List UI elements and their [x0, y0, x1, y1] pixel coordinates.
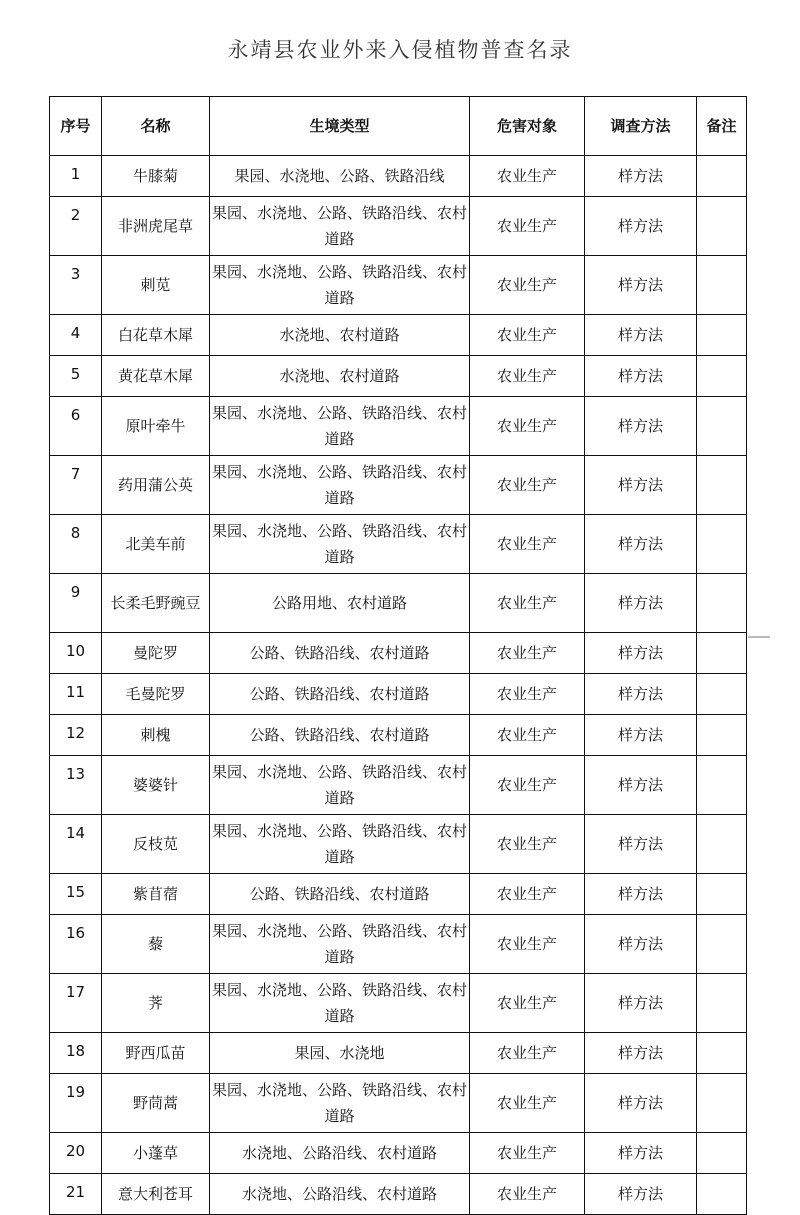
cell-target: 农业生产 [470, 356, 585, 397]
cell-method: 样方法 [585, 156, 697, 197]
cell-habitat: 果园、水浇地、公路、铁路沿线、农村道路 [210, 974, 470, 1033]
table-header-row [50, 97, 747, 156]
cell-name: 小蓬草 [102, 1133, 210, 1174]
table-row [50, 1174, 747, 1215]
table-row [50, 915, 747, 974]
cell-target: 农业生产 [470, 1133, 585, 1174]
cell-name: 白花草木犀 [102, 315, 210, 356]
cell-habitat: 公路、铁路沿线、农村道路 [210, 633, 470, 674]
cell-method: 样方法 [585, 1174, 697, 1215]
cell-remark [697, 1174, 747, 1215]
cell-no: 9 [50, 574, 102, 633]
cell-target: 农业生产 [470, 915, 585, 974]
cell-name: 野西瓜苗 [102, 1033, 210, 1074]
cell-remark [697, 1074, 747, 1133]
cell-habitat: 果园、水浇地、公路、铁路沿线、农村道路 [210, 756, 470, 815]
table-row [50, 315, 747, 356]
species-table [49, 96, 747, 1215]
cell-habitat: 果园、水浇地、公路、铁路沿线、农村道路 [210, 815, 470, 874]
cell-remark [697, 815, 747, 874]
cell-remark [697, 974, 747, 1033]
cell-remark [697, 633, 747, 674]
cell-name: 婆婆针 [102, 756, 210, 815]
cell-name: 原叶牵牛 [102, 397, 210, 456]
cell-name: 北美车前 [102, 515, 210, 574]
table-row [50, 1033, 747, 1074]
cell-method: 样方法 [585, 674, 697, 715]
table-row [50, 1133, 747, 1174]
cell-method: 样方法 [585, 633, 697, 674]
header-no: 序号 [50, 97, 102, 156]
cell-target: 农业生产 [470, 756, 585, 815]
cell-target: 农业生产 [470, 674, 585, 715]
cell-remark [697, 356, 747, 397]
table-row [50, 633, 747, 674]
cell-name: 长柔毛野豌豆 [102, 574, 210, 633]
table-row [50, 197, 747, 256]
cell-no: 21 [50, 1174, 102, 1215]
cell-name: 牛膝菊 [102, 156, 210, 197]
cell-method: 样方法 [585, 874, 697, 915]
cell-remark [697, 574, 747, 633]
cell-name: 药用蒲公英 [102, 456, 210, 515]
cell-remark [697, 315, 747, 356]
table-row [50, 515, 747, 574]
cell-method: 样方法 [585, 315, 697, 356]
cell-habitat: 水浇地、公路沿线、农村道路 [210, 1174, 470, 1215]
cell-name: 曼陀罗 [102, 633, 210, 674]
table-row [50, 756, 747, 815]
cell-method: 样方法 [585, 256, 697, 315]
page-title: 永靖县农业外来入侵植物普查名录 [227, 38, 573, 62]
cell-habitat: 水浇地、公路沿线、农村道路 [210, 1133, 470, 1174]
cell-no: 20 [50, 1133, 102, 1174]
cell-no: 1 [50, 156, 102, 197]
cell-method: 样方法 [585, 915, 697, 974]
table-row [50, 156, 747, 197]
cell-target: 农业生产 [470, 874, 585, 915]
cell-habitat: 果园、水浇地、公路、铁路沿线、农村道路 [210, 456, 470, 515]
cell-target: 农业生产 [470, 1174, 585, 1215]
header-habitat: 生境类型 [210, 97, 470, 156]
table-row [50, 574, 747, 633]
table-row [50, 815, 747, 874]
table-row [50, 715, 747, 756]
cell-target: 农业生产 [470, 315, 585, 356]
cell-name: 反枝苋 [102, 815, 210, 874]
cell-name: 藜 [102, 915, 210, 974]
cell-name: 刺槐 [102, 715, 210, 756]
cell-habitat: 公路、铁路沿线、农村道路 [210, 674, 470, 715]
cell-habitat: 果园、水浇地、公路、铁路沿线、农村道路 [210, 397, 470, 456]
cell-habitat: 果园、水浇地、公路、铁路沿线、农村道路 [210, 1074, 470, 1133]
table-row [50, 974, 747, 1033]
cell-method: 样方法 [585, 574, 697, 633]
cell-remark [697, 715, 747, 756]
cell-remark [697, 397, 747, 456]
cell-habitat: 水浇地、农村道路 [210, 315, 470, 356]
header-method: 调查方法 [585, 97, 697, 156]
cell-no: 19 [50, 1074, 102, 1133]
cell-no: 16 [50, 915, 102, 974]
cell-name: 毛曼陀罗 [102, 674, 210, 715]
cell-remark [697, 1033, 747, 1074]
cell-remark [697, 674, 747, 715]
cell-target: 农业生产 [470, 574, 585, 633]
cell-remark [697, 515, 747, 574]
cell-no: 11 [50, 674, 102, 715]
cell-remark [697, 874, 747, 915]
cell-name: 非洲虎尾草 [102, 197, 210, 256]
cell-method: 样方法 [585, 815, 697, 874]
cell-no: 4 [50, 315, 102, 356]
cell-habitat: 水浇地、农村道路 [210, 356, 470, 397]
cell-target: 农业生产 [470, 633, 585, 674]
cell-no: 12 [50, 715, 102, 756]
cell-habitat: 果园、水浇地、公路、铁路沿线 [210, 156, 470, 197]
cell-target: 农业生产 [470, 1074, 585, 1133]
cell-target: 农业生产 [470, 397, 585, 456]
cell-habitat: 公路、铁路沿线、农村道路 [210, 874, 470, 915]
cell-habitat: 果园、水浇地、公路、铁路沿线、农村道路 [210, 515, 470, 574]
cell-no: 3 [50, 256, 102, 315]
cell-no: 2 [50, 197, 102, 256]
edge-mark [748, 636, 770, 638]
cell-name: 野茼蒿 [102, 1074, 210, 1133]
cell-method: 样方法 [585, 397, 697, 456]
cell-name: 意大利苍耳 [102, 1174, 210, 1215]
cell-target: 农业生产 [470, 515, 585, 574]
cell-target: 农业生产 [470, 1033, 585, 1074]
cell-habitat: 果园、水浇地、公路、铁路沿线、农村道路 [210, 915, 470, 974]
cell-remark [697, 156, 747, 197]
cell-habitat: 果园、水浇地、公路、铁路沿线、农村道路 [210, 197, 470, 256]
cell-habitat: 果园、水浇地 [210, 1033, 470, 1074]
header-name: 名称 [102, 97, 210, 156]
cell-remark [697, 1133, 747, 1174]
table-row [50, 456, 747, 515]
cell-no: 18 [50, 1033, 102, 1074]
cell-target: 农业生产 [470, 197, 585, 256]
cell-method: 样方法 [585, 197, 697, 256]
table-row [50, 256, 747, 315]
cell-no: 15 [50, 874, 102, 915]
table-row [50, 674, 747, 715]
cell-remark [697, 756, 747, 815]
cell-habitat: 公路、铁路沿线、农村道路 [210, 715, 470, 756]
table-row [50, 1074, 747, 1133]
cell-target: 农业生产 [470, 715, 585, 756]
cell-remark [697, 915, 747, 974]
cell-method: 样方法 [585, 456, 697, 515]
cell-method: 样方法 [585, 1074, 697, 1133]
table-row [50, 397, 747, 456]
cell-method: 样方法 [585, 715, 697, 756]
cell-remark [697, 197, 747, 256]
cell-target: 农业生产 [470, 156, 585, 197]
cell-target: 农业生产 [470, 456, 585, 515]
cell-remark [697, 456, 747, 515]
cell-no: 17 [50, 974, 102, 1033]
cell-name: 刺苋 [102, 256, 210, 315]
cell-method: 样方法 [585, 515, 697, 574]
cell-name: 荠 [102, 974, 210, 1033]
cell-no: 10 [50, 633, 102, 674]
cell-no: 8 [50, 515, 102, 574]
cell-name: 紫苜蓿 [102, 874, 210, 915]
header-target: 危害对象 [470, 97, 585, 156]
cell-method: 样方法 [585, 1033, 697, 1074]
cell-method: 样方法 [585, 1133, 697, 1174]
cell-method: 样方法 [585, 356, 697, 397]
cell-no: 6 [50, 397, 102, 456]
cell-remark [697, 256, 747, 315]
cell-no: 7 [50, 456, 102, 515]
table-row [50, 874, 747, 915]
header-remark: 备注 [697, 97, 747, 156]
cell-name: 黄花草木犀 [102, 356, 210, 397]
cell-target: 农业生产 [470, 974, 585, 1033]
cell-target: 农业生产 [470, 256, 585, 315]
cell-target: 农业生产 [470, 815, 585, 874]
cell-no: 13 [50, 756, 102, 815]
cell-no: 5 [50, 356, 102, 397]
table-row [50, 356, 747, 397]
cell-no: 14 [50, 815, 102, 874]
cell-habitat: 果园、水浇地、公路、铁路沿线、农村道路 [210, 256, 470, 315]
cell-method: 样方法 [585, 756, 697, 815]
cell-habitat: 公路用地、农村道路 [210, 574, 470, 633]
cell-method: 样方法 [585, 974, 697, 1033]
